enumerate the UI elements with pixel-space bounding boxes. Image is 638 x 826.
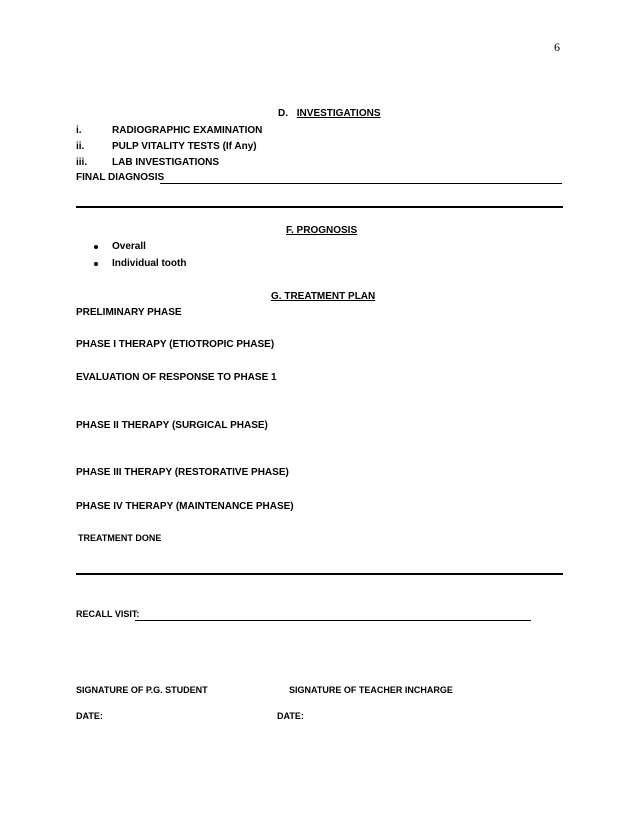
phase-2-therapy: PHASE II THERAPY (SURGICAL PHASE)	[76, 420, 268, 431]
investigation-item-label: PULP VITALITY TESTS (If Any)	[112, 141, 257, 152]
investigations-letter: D.	[278, 108, 288, 119]
investigation-item-label: RADIOGRAPHIC EXAMINATION	[112, 125, 263, 136]
investigations-heading	[278, 108, 381, 119]
recall-visit-fill-line[interactable]	[135, 620, 531, 621]
phase-3-therapy: PHASE III THERAPY (RESTORATIVE PHASE)	[76, 467, 289, 478]
phase-4-therapy: PHASE IV THERAPY (MAINTENANCE PHASE)	[76, 501, 294, 512]
prognosis-heading: F. PROGNOSIS	[286, 225, 358, 236]
treatment-done-fill-line[interactable]	[76, 573, 563, 575]
phase-1-therapy: PHASE I THERAPY (ETIOTROPIC PHASE)	[76, 339, 275, 350]
prognosis-item-individual-tooth: Individual tooth	[112, 258, 187, 269]
investigation-item-number: ii.	[76, 141, 85, 152]
final-diagnosis-fill-line[interactable]	[160, 183, 562, 184]
investigation-item-number: iii.	[76, 157, 88, 168]
bullet-icon	[94, 262, 98, 266]
student-date-label: DATE:	[76, 711, 103, 721]
investigations-title: INVESTIGATIONS	[296, 108, 381, 119]
student-signature-label: SIGNATURE OF P.G. STUDENT	[76, 685, 208, 695]
treatment-plan-heading: G. TREATMENT PLAN	[271, 291, 376, 302]
teacher-date-label: DATE:	[277, 711, 304, 721]
prognosis-item-overall: Overall	[112, 241, 146, 252]
recall-visit-label: RECALL VISIT:	[76, 609, 140, 619]
page-number: 6	[554, 40, 560, 54]
investigation-item-label: LAB INVESTIGATIONS	[112, 157, 220, 168]
teacher-signature-label: SIGNATURE OF TEACHER INCHARGE	[289, 685, 453, 695]
bullet-icon	[94, 245, 98, 249]
investigation-item-number: i.	[76, 125, 82, 136]
phase-preliminary: PRELIMINARY PHASE	[76, 307, 182, 318]
final-diagnosis-label: FINAL DIAGNOSIS	[76, 172, 165, 183]
section-divider	[76, 206, 563, 208]
phase-1-evaluation: EVALUATION OF RESPONSE TO PHASE 1	[76, 372, 277, 383]
treatment-done-label: TREATMENT DONE	[78, 533, 162, 543]
